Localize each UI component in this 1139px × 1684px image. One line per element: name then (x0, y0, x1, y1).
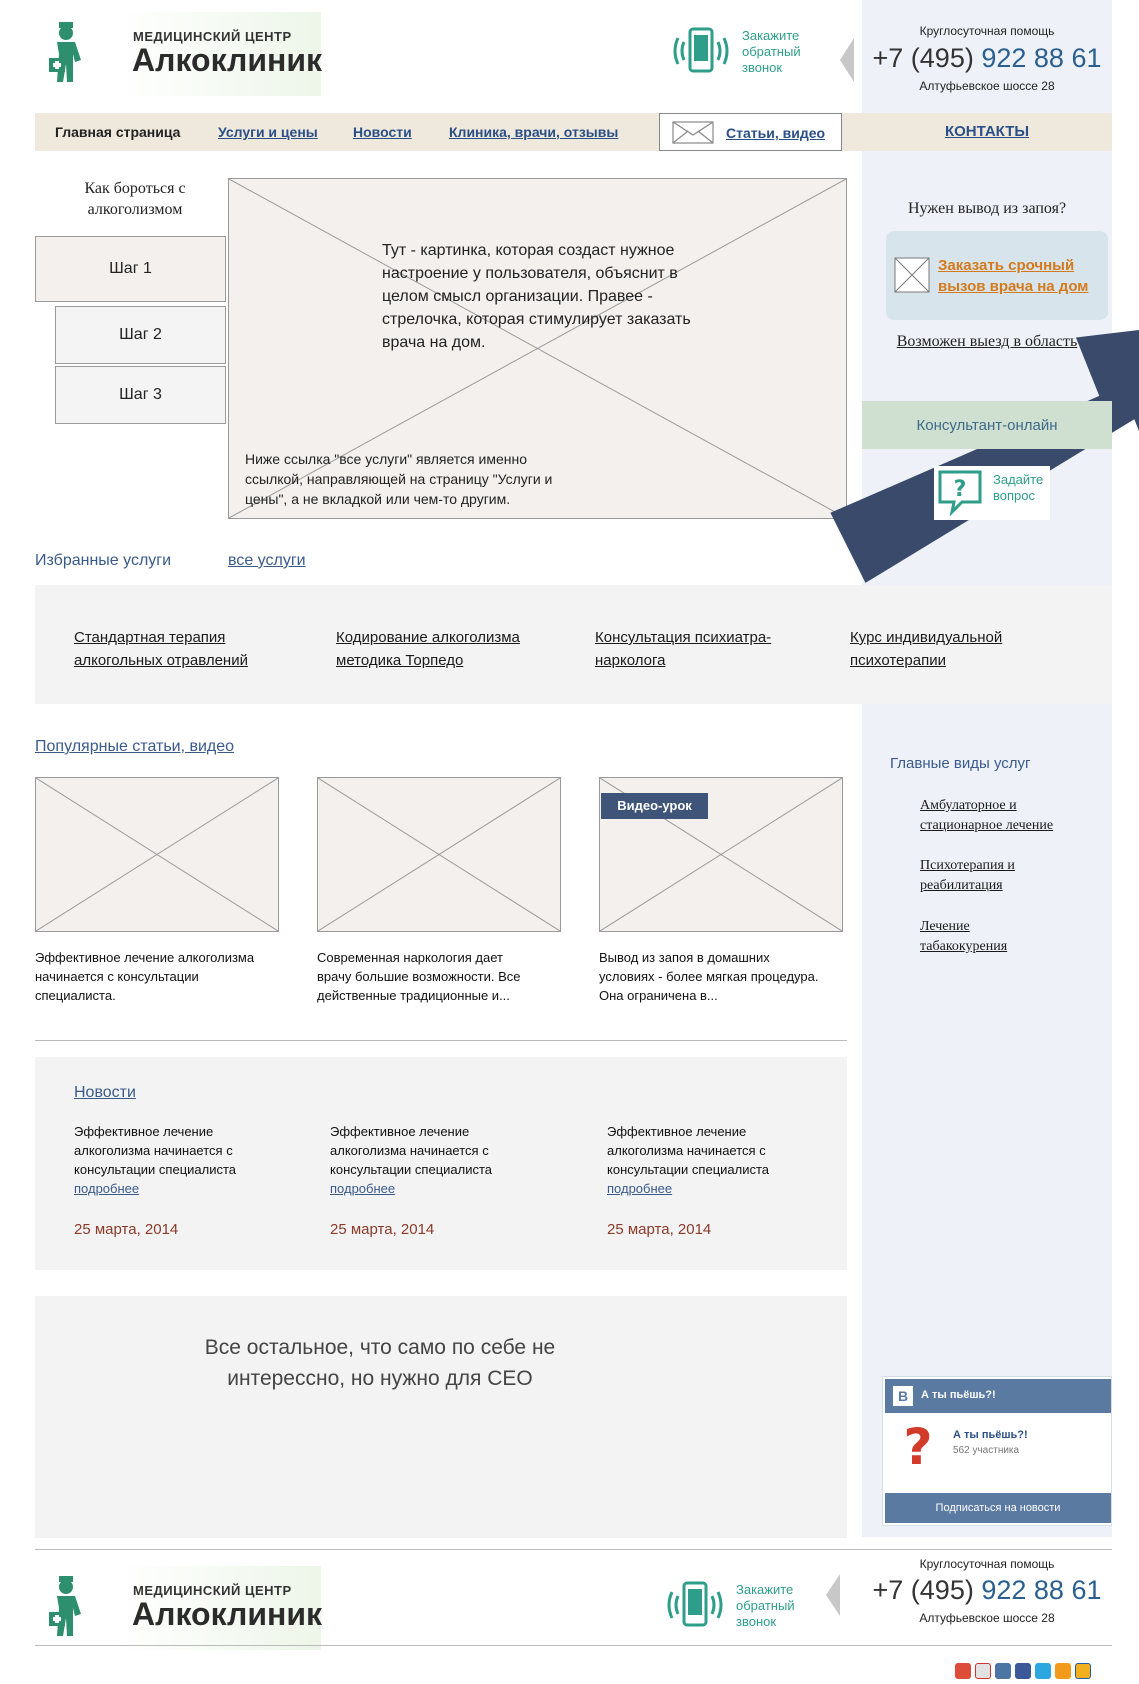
featured-service-1[interactable]: Стандартная терапия алкогольных отравлений (74, 629, 248, 669)
ask-question-button[interactable] (934, 466, 1050, 520)
vk-header-title: А ты пьёшь?! (921, 1389, 996, 1401)
facebook-icon[interactable] (1015, 1663, 1031, 1679)
article-image-1[interactable] (35, 777, 279, 932)
news-item-1: Эффективное лечение алкоголизма начинается с консультации специалиста подробнее 25 марта, 2014 (74, 1122, 294, 1239)
livejournal-icon[interactable] (975, 1663, 991, 1679)
hero-banner (228, 178, 847, 519)
article-text-3[interactable]: Вывод из запоя в домашних условиях - более мягкая процедура. Она ограничена в... (599, 950, 819, 1003)
main-service-2[interactable]: Психотерапия и реабилитация (920, 858, 1015, 893)
news-date: 25 марта, 2014 (74, 1221, 179, 1238)
step-2[interactable]: Шаг 2 (55, 306, 226, 364)
order-doctor-link[interactable]: Заказать срочный вызов врача на дом (938, 257, 1089, 295)
phone-ring-icon (670, 26, 732, 76)
address: Алтуфьевское шоссе 28 (919, 79, 1055, 93)
doctor-icon (47, 20, 93, 84)
vk-members: 562 участника (953, 1445, 1020, 1456)
featured-service-2[interactable]: Кодирование алкоголизма методика Торпедо (336, 629, 520, 669)
news-more-link[interactable]: подробнее (607, 1181, 673, 1196)
nav-articles-tab[interactable] (659, 113, 842, 151)
news-more-link[interactable]: подробнее (74, 1181, 140, 1196)
consultant-online-button[interactable] (862, 401, 1112, 449)
news-date: 25 марта, 2014 (607, 1221, 712, 1238)
region-trip-link[interactable]: Возможен выезд в область (896, 333, 1078, 350)
callback-text: Закажите обратный звонок (736, 1582, 795, 1629)
vk-subscribe-button[interactable]: Подписаться на новости (885, 1493, 1111, 1523)
nav-clinic[interactable]: Клиника, врачи, отзывы (449, 124, 619, 140)
logo-subtitle: МЕДИЦИНСКИЙ ЦЕНТР (133, 29, 292, 44)
social-icons (955, 1663, 1091, 1679)
sidebar-question: Нужен вывод из запоя? (907, 200, 1067, 217)
main-service-3[interactable]: Лечение табакокурения (920, 919, 1008, 954)
header-arrow-shape (840, 38, 854, 82)
banner-note: Ниже ссылка "все услуги" является именно ссылкой, направляющей на страницу "Услуги и цены", а не вкладкой или чем-то другим. (245, 451, 553, 507)
featured-service-4[interactable]: Курс индивидуальной психотерапии (850, 629, 1003, 669)
google-icon[interactable] (955, 1663, 971, 1679)
footer-support-label: Круглосуточная помощь (919, 1557, 1055, 1571)
mailru-icon[interactable] (1075, 1663, 1091, 1679)
image-placeholder-icon (894, 257, 930, 293)
banner-text: Тут - картинка, которая создаст нужное настроение у пользователя, объяснит в целом смысл организации. Правее - стрелочка, которая стимулирует заказать врача на дом. (382, 242, 691, 351)
all-services-link[interactable]: все услуги (228, 552, 306, 569)
footer-bottom-divider (35, 1645, 1112, 1646)
doctor-icon (47, 1574, 93, 1638)
svg-text:?: ? (953, 477, 967, 502)
phone-number[interactable]: +7 (495) 922 88 61 (872, 43, 1102, 73)
callback-text: Закажите обратный звонок (742, 28, 801, 75)
articles-title[interactable]: Популярные статьи, видео (35, 738, 235, 755)
footer-callback-block[interactable] (664, 1578, 814, 1634)
article-image-2[interactable] (317, 777, 561, 932)
order-doctor-box[interactable] (886, 231, 1108, 320)
question-mark-icon: ? (903, 1418, 933, 1476)
step-1[interactable]: Шаг 1 (35, 236, 226, 302)
main-services-title: Главные виды услуг (890, 755, 1031, 772)
logo-title: Алкоклиник (132, 1596, 322, 1632)
logo[interactable] (35, 12, 321, 96)
nav-news[interactable]: Новости (353, 124, 412, 140)
featured-service-3[interactable]: Консультация психиатра- нарколога (595, 629, 772, 669)
twitter-icon[interactable] (1035, 1663, 1051, 1679)
vk-group-name[interactable]: А ты пьёшь?! (953, 1429, 1028, 1441)
footer-top-divider (35, 1549, 1112, 1550)
nav-contacts[interactable]: КОНТАКТЫ (944, 123, 1030, 140)
step-3[interactable]: Шаг 3 (55, 366, 226, 424)
placeholder-cross (318, 778, 560, 931)
news-title[interactable]: Новости (74, 1084, 136, 1101)
odnoklassniki-icon[interactable] (1055, 1663, 1071, 1679)
envelope-icon (672, 121, 714, 144)
video-badge: Видео-урок (601, 793, 708, 819)
main-service-1[interactable]: Амбулаторное и стационарное лечение (920, 798, 1054, 833)
divider (35, 1040, 847, 1041)
footer-address: Алтуфьевское шоссе 28 (919, 1611, 1055, 1625)
chat-question-icon (936, 468, 984, 516)
nav-home[interactable]: Главная страница (55, 124, 181, 140)
support-label: Круглосуточная помощь (919, 24, 1055, 38)
vk-widget (882, 1376, 1112, 1526)
phone-ring-icon (664, 1580, 726, 1630)
nav-articles: Статьи, видео (726, 125, 826, 141)
vk-header (885, 1379, 1111, 1413)
vk-logo-icon: В (893, 1386, 913, 1406)
consultant-label: Консультант-онлайн (916, 416, 1058, 434)
vk-icon[interactable] (995, 1663, 1011, 1679)
nav-services[interactable]: Услуги и цены (218, 124, 318, 140)
news-date: 25 марта, 2014 (330, 1221, 435, 1238)
footer-logo[interactable] (35, 1566, 321, 1650)
featured-title: Избранные услуги (35, 552, 172, 569)
article-text-1[interactable]: Эффективное лечение алкоголизма начинается с консультации специалиста. (35, 950, 255, 1003)
callback-block[interactable] (670, 24, 820, 80)
news-more-link[interactable]: подробнее (330, 1181, 396, 1196)
steps-title: Как бороться с алкоголизмом (84, 180, 186, 218)
news-item-2: Эффективное лечение алкоголизма начинается с консультации специалиста подробнее 25 марта, 2014 (330, 1122, 550, 1239)
footer-phone-number[interactable]: +7 (495) 922 88 61 (872, 1575, 1102, 1605)
placeholder-cross (36, 778, 278, 931)
seo-text: Все остальное, что само по себе не интерессно, но нужно для СЕО (204, 1336, 556, 1390)
ask-question-text: Задайте вопрос (993, 472, 1044, 503)
logo-subtitle: МЕДИЦИНСКИЙ ЦЕНТР (133, 1583, 292, 1598)
logo-title: Алкоклиник (132, 42, 322, 78)
news-item-3: Эффективное лечение алкоголизма начинается с консультации специалиста подробнее 25 марта, 2014 (607, 1122, 827, 1239)
article-text-2[interactable]: Современная наркология дает врачу большие возможности. Все действенные традиционные и... (317, 950, 521, 1003)
article-image-3[interactable] (599, 777, 843, 932)
footer-arrow-shape (826, 1574, 840, 1616)
